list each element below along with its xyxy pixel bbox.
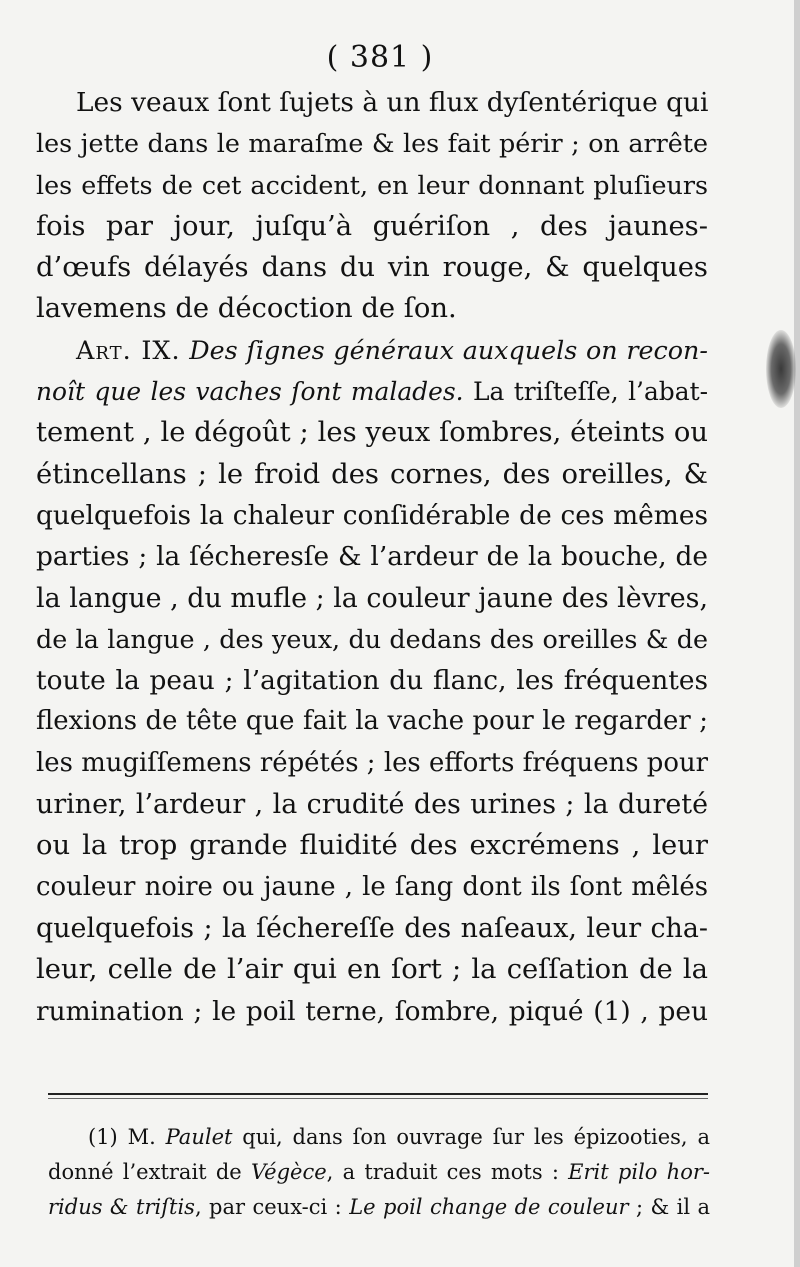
footnote: [48, 1120, 710, 1225]
article-heading-line-2: [36, 371, 708, 412]
text-line: ou la trop grande fluidité des excrémens , leur: [36, 830, 708, 862]
text-line: de la langue , des yeux, du dedans des oreilles & de: [36, 623, 708, 654]
footnote-line: [48, 1155, 710, 1190]
text-line: la langue , du mufle ; la couleur jaune des lèvres,: [36, 582, 708, 614]
page-number: ( 381 ): [326, 40, 434, 75]
text-line: tement , le dégoût ; les yeux ſombres, éteints ou: [36, 417, 708, 449]
footnote-latin: Erit pilo hor-: [568, 1160, 710, 1184]
text-line: étincellans ; le froid des cornes, des oreilles, &: [36, 458, 708, 490]
text-line: leur, celle de l’air qui en ſort ; la ceſſation de la: [36, 954, 708, 986]
footnote-divider: [48, 1093, 708, 1095]
footnote-translation: Le poil change de couleur: [349, 1195, 629, 1219]
text-line: lavemens de décoction de ſon.: [36, 293, 457, 325]
article-text-start: La triſteſſe, l’abat-: [472, 377, 708, 407]
text-line: flexions de tête que fait la vache pour le regarder ;: [36, 706, 708, 737]
footnote-vegece: Végèce: [250, 1160, 327, 1184]
footnote-divider-thin: [48, 1098, 708, 1099]
footnote-text: , a traduit ces mots :: [326, 1160, 559, 1184]
text-line: rumination ; le poil terne, ſombre, piqué (1) , peu: [36, 995, 708, 1027]
footnote-text: donné l’extrait de: [48, 1160, 242, 1184]
footnote-text: qui, dans ſon ouvrage ſur les épizooties, a: [242, 1125, 710, 1149]
article-label: Art. IX.: [76, 334, 181, 365]
footnote-marker: (1) M.: [88, 1125, 156, 1149]
text-line: couleur noire ou jaune , le ſang dont ils ſont mêlés: [36, 871, 708, 902]
page-edge: [794, 0, 800, 1267]
footnote-text: ; & il a: [635, 1195, 710, 1219]
text-line: les mugiſſemens répétés ; les efforts fréquens pour: [36, 747, 708, 778]
article-title-part1: Des ſignes généraux auxquels on recon-: [189, 334, 708, 365]
text-line: les jette dans le maraſme & les fait périr ; on arrête: [36, 128, 708, 159]
footnote-latin: ridus & triſtis: [48, 1195, 195, 1219]
text-line: Les veaux ſont ſujets à un flux dyſentérique qui: [76, 87, 709, 118]
text-line: quelquefois la chaleur conſidérable de ces mêmes: [36, 499, 708, 531]
text-line: quelquefois ; la ſéchereſſe des naſeaux, leur cha-: [36, 912, 708, 944]
ink-smudge: [766, 330, 796, 408]
text-line: les effets de cet accident, en leur donnant pluſieurs: [36, 169, 708, 200]
text-line: fois par jour, juſqu’à guériſon , des jaunes-: [36, 210, 708, 242]
body-text: [36, 82, 708, 1032]
footnote-line: [48, 1120, 710, 1155]
article-title-part2: noît que les vaches ſont malades.: [36, 377, 464, 407]
text-line: parties ; la ſécheresſe & l’ardeur de la bouche, de: [36, 541, 708, 573]
article-heading-line: [36, 330, 708, 371]
footnote-line: [48, 1190, 710, 1225]
footnote-text: , par ceux-ci :: [194, 1195, 342, 1219]
footnote-author: Paulet: [165, 1125, 233, 1149]
text-line: d’œufs délayés dans du vin rouge, & quelques: [36, 252, 708, 284]
text-line: uriner, l’ardeur , la crudité des urines ; la dureté: [36, 789, 708, 821]
text-line: toute la peau ; l’agitation du flanc, les fréquentes: [36, 665, 708, 697]
